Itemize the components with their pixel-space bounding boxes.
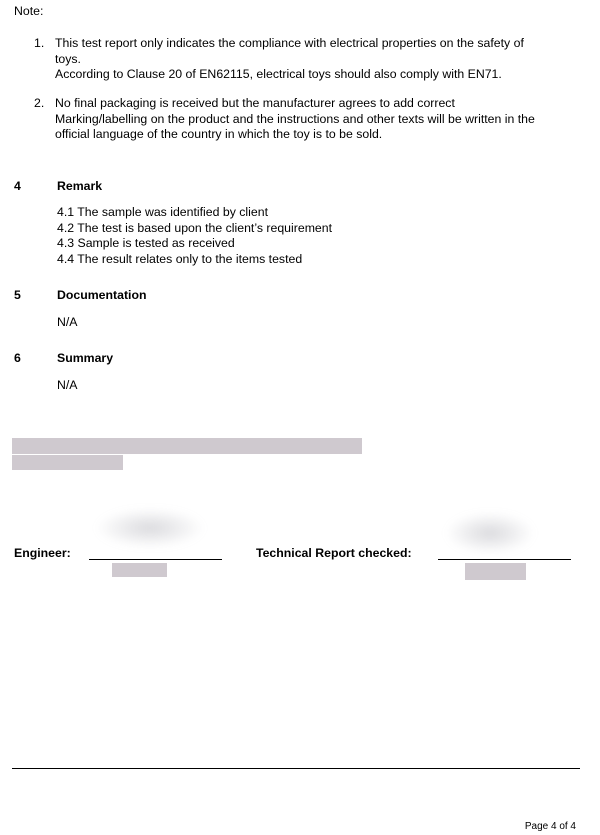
note-line: No final packaging is received but the manufacturer agrees to add correct: [55, 96, 455, 110]
note-line: toys.: [55, 51, 81, 66]
note-item-1: [34, 36, 582, 83]
section-title-remark: Remark: [57, 179, 103, 193]
note-item-number: 1.: [34, 36, 45, 50]
note-line: Marking/labelling on the product and the instructions and other texts will be written in the: [55, 111, 535, 126]
note-item-2: [34, 96, 582, 143]
remark-item: 4.4 The result relates only to the items tested: [57, 251, 303, 266]
section-number: 6: [14, 351, 21, 365]
section-title-documentation: Documentation: [57, 288, 147, 302]
section-title-summary: Summary: [57, 351, 114, 365]
engineer-label: Engineer:: [14, 546, 71, 560]
note-item-number: 2.: [34, 96, 45, 110]
checker-signature-image: [445, 512, 535, 554]
note-line: According to Clause 20 of EN62115, electrical toys should also comply with EN71.: [55, 67, 502, 81]
redaction-bar: [12, 455, 123, 470]
engineer-signature-image: [95, 508, 205, 548]
note-line: official language of the country in which the toy is to be sold.: [55, 127, 383, 141]
technical-report-checked-label: Technical Report checked:: [256, 546, 412, 560]
remark-item: 4.1 The sample was identified by client: [57, 205, 268, 219]
redaction-bar: [12, 438, 362, 454]
section-number: 4: [14, 179, 21, 193]
footer-divider: [12, 768, 580, 769]
documentation-value: N/A: [57, 315, 78, 329]
engineer-signature-line: [89, 559, 222, 560]
remark-item: 4.3 Sample is tested as received: [57, 236, 235, 250]
section-number: 5: [14, 288, 21, 302]
note-heading: Note:: [14, 4, 44, 18]
engineer-name-redaction: [112, 563, 167, 577]
remark-list: [57, 205, 332, 267]
checker-name-redaction: [465, 563, 526, 580]
note-line: This test report only indicates the compliance with electrical properties on the safety of: [55, 36, 524, 50]
page-number: Page 4 of 4: [524, 821, 576, 832]
checker-signature-line: [438, 559, 571, 560]
remark-item: 4.2 The test is based upon the client’s requirement: [57, 220, 333, 235]
summary-value: N/A: [57, 378, 78, 392]
